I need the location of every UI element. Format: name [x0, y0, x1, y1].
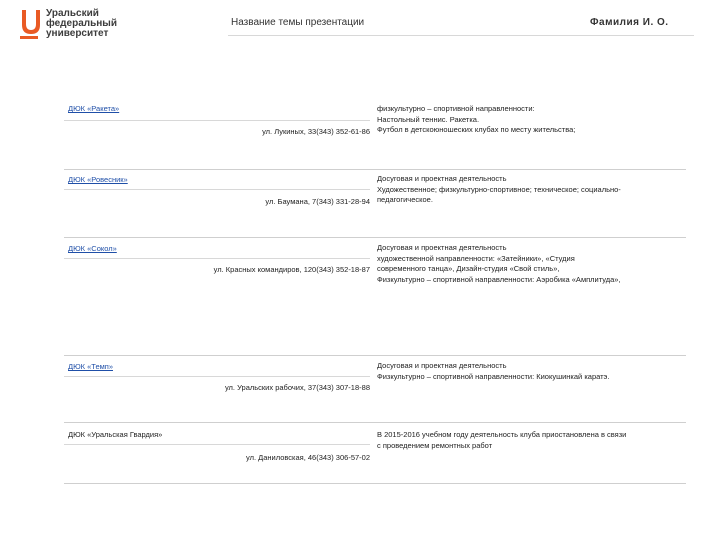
row-divider: [64, 189, 370, 190]
presentation-title: Название темы презентации: [231, 17, 365, 28]
row-divider: [64, 422, 686, 423]
club-address: ул. Уральских рабочих, 37(343) 307-18-88: [224, 383, 370, 392]
description-line: В 2015-2016 учебном году деятельность клуба приостановлена в связи: [377, 430, 627, 439]
description-line: Физкультурно – спортивной направленности: Аэробика «Амплитуда»,: [377, 274, 621, 284]
row-divider: [64, 483, 686, 484]
description-line: Художественное; физкультурно-спортивное; техническое; социально-: [377, 184, 621, 194]
university-logo: [20, 8, 130, 40]
description-line: Досуговая и проектная деятельность: [377, 243, 507, 252]
description-line: физкультурно – спортивной направленности:: [377, 104, 535, 113]
row-divider: [64, 169, 686, 170]
club-name-temp[interactable]: ДЮК «Темп»: [68, 362, 113, 371]
club-address: ул. Баумана, 7(343) 331-28-94: [265, 197, 370, 206]
club-address: ул. Лукиных, 33(343) 352-61-86: [262, 127, 370, 136]
description-line: педагогическое.: [377, 195, 433, 205]
club-name-sokol[interactable]: ДЮК «Сокол»: [68, 244, 117, 253]
description-line: с проведением ремонтных работ: [377, 440, 493, 450]
club-name-uralskaya-gvardiya: ДЮК «Уральская Гвардия»: [68, 430, 163, 439]
description-line: современного танца», Дизайн-студия «Свой стиль»,: [377, 264, 560, 274]
description-line: Футбол в детскоюношеских клубах по месту жительства;: [377, 125, 576, 135]
description-line: Физкультурно – спортивной направленности: Киокушинкай каратэ.: [377, 371, 610, 381]
club-description: [377, 174, 687, 206]
row-divider: [64, 444, 370, 445]
club-description: [377, 104, 687, 136]
club-address: ул. Даниловская, 46(343) 306-57-02: [246, 453, 370, 462]
club-address: ул. Красных командиров, 120(343) 352-18-87: [213, 265, 370, 274]
row-divider: [64, 237, 686, 238]
row-divider: [64, 258, 370, 259]
club-description: [377, 361, 687, 382]
row-divider: [64, 120, 370, 121]
logo-line: Уральский: [46, 8, 99, 19]
row-divider: [64, 355, 686, 356]
logo-text: [46, 9, 117, 39]
club-description: [377, 430, 687, 451]
logo-line: федеральный: [46, 18, 117, 29]
author-name: Фамилия И. О.: [590, 17, 669, 28]
urfu-logo-icon: [20, 8, 42, 40]
description-line: Настольный теннис. Ракетка.: [377, 114, 480, 124]
description-line: Досуговая и проектная деятельность: [377, 174, 507, 183]
club-description: [377, 243, 687, 285]
description-line: Досуговая и проектная деятельность: [377, 361, 507, 370]
header-divider: [228, 35, 694, 36]
logo-line: университет: [46, 28, 109, 39]
description-line: художественной направленности: «Затейники», «Студия: [377, 253, 575, 263]
row-divider: [64, 376, 370, 377]
club-name-rovesnik[interactable]: ДЮК «Ровесник»: [68, 175, 128, 184]
club-name-raketa[interactable]: ДЮК «Ракета»: [68, 104, 120, 113]
